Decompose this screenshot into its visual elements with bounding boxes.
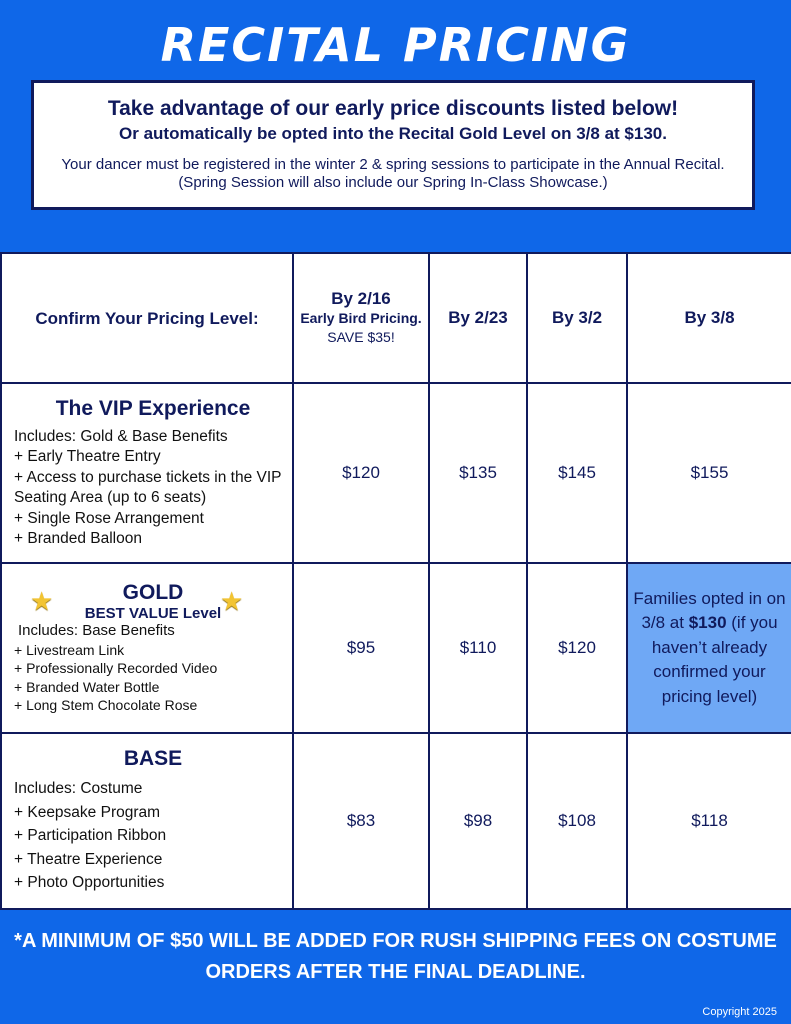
vip-price-3-2: $145 [527,383,627,563]
gold-price-2-23: $110 [429,563,527,733]
notice-line-3: Your dancer must be registered in the winter 2 & spring sessions to participate in the Annual Recital. (Spring Session will also include our Spring In-Class Showcase.) [61,156,725,191]
gold-price-2-16: $95 [293,563,429,733]
header-by-2-16: By 2/16 Early Bird Pricing. SAVE $35! [293,253,429,383]
base-level-name: BASE [123,747,183,771]
base-description [1,733,293,909]
page-title: RECITAL PRICING [160,18,631,72]
vip-description [1,383,293,563]
gold-price-3-2: $120 [527,563,627,733]
base-price-2-23: $98 [429,733,527,909]
copyright: Copyright 2025 [702,1006,777,1018]
gold-subtitle: BEST VALUE Level [84,605,222,623]
base-row [1,733,791,909]
header-by-2-23: By 2/23 [429,253,527,383]
gold-opt-in-note: Families opted in on 3/8 at $130 (if you haven’t already confirmed your pricing level) [627,563,791,733]
gold-row [1,563,791,733]
table-header-row [1,253,791,383]
notice-box [31,80,755,210]
rush-shipping-notice: *A MINIMUM OF $50 WILL BE ADDED FOR RUSH SHIPPING FEES ON COSTUME ORDERS AFTER THE FINAL DEADLINE. [14,930,777,983]
base-price-3-8: $118 [627,733,791,909]
base-price-2-16: $83 [293,733,429,909]
gold-benefits: Includes: Base Benefits + Livestream Link + Professionally Recorded Video + Branded Water Bottle + Long Stem Chocolate Rose [14,622,218,714]
header-by-3-2: By 3/2 [527,253,627,383]
pricing-table [0,252,791,910]
gold-level-name: GOLD [122,581,184,605]
base-price-3-2: $108 [527,733,627,909]
star-icon: ★ [30,586,54,616]
base-benefits: Includes: Costume + Keepsake Program + Participation Ribbon + Theatre Experience + Photo Opportunities [14,780,167,892]
vip-benefits: Includes: Gold & Base Benefits + Early Theatre Entry + Access to purchase tickets in the VIP Seating Area (up to 6 seats) + Single Rose Arrangement + Branded Balloon [14,427,282,547]
vip-price-2-23: $135 [429,383,527,563]
gold-description [1,563,293,733]
header-by-3-8: By 3/8 [627,253,791,383]
confirm-level-header: Confirm Your Pricing Level: [1,253,293,383]
vip-price-2-16: $120 [293,383,429,563]
vip-row [1,383,791,563]
star-icon: ★ [220,586,244,616]
vip-level-name: The VIP Experience [55,396,251,420]
early-bird-label: Early Bird Pricing. [300,310,422,326]
save-label: SAVE $35! [327,329,395,345]
notice-line-2: Or automatically be opted into the Recital Gold Level on 3/8 at $130. [119,124,667,143]
vip-price-3-8: $155 [627,383,791,563]
notice-line-1: Take advantage of our early price discounts listed below! [107,97,679,120]
